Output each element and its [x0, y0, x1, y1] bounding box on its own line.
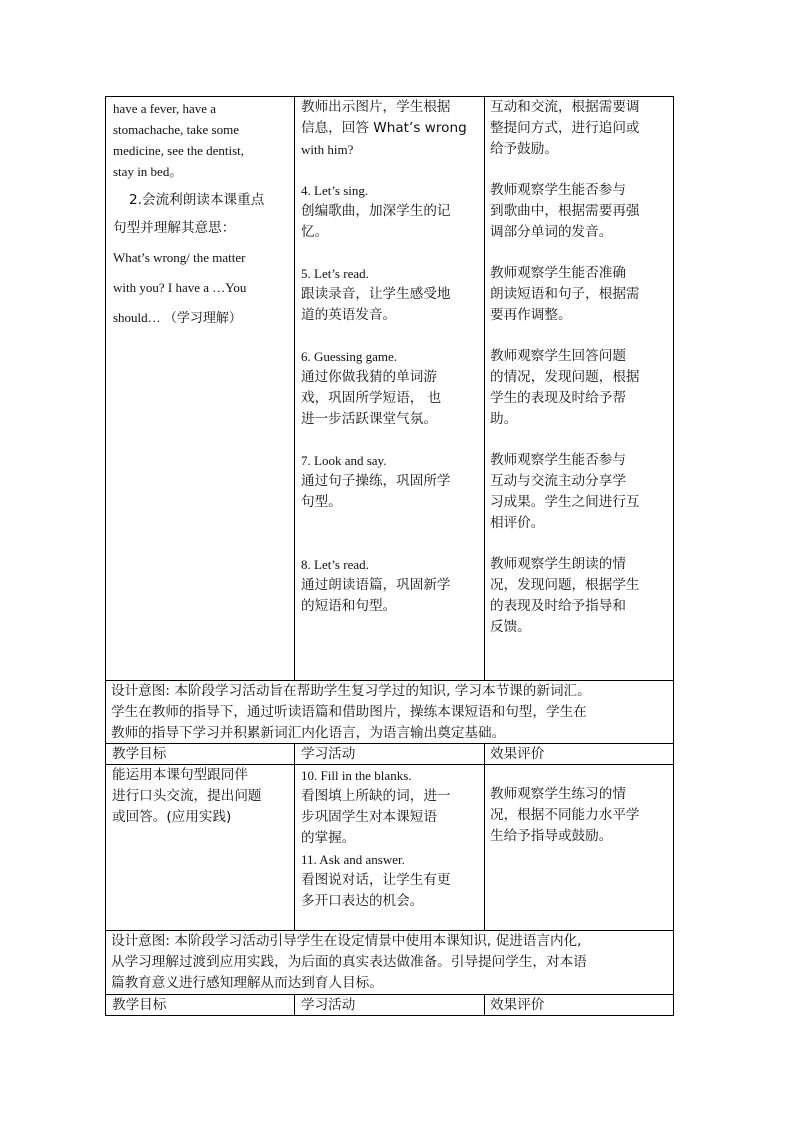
header-evaluation: 效果评价	[490, 997, 545, 1013]
goal-line: have a fever, have a	[113, 101, 217, 116]
design-note-line: 篇教育意义进行感知理解从而达到育人目标。	[111, 975, 383, 991]
activity-line: 看图说对话，让学生有更	[301, 872, 451, 888]
evaluation-line: 教师观察学生能否准确	[490, 265, 626, 281]
column-divider	[294, 994, 295, 1016]
activity-block	[301, 765, 481, 912]
table-right-border	[673, 96, 674, 1016]
evaluation-line: 反馈。	[490, 619, 531, 635]
design-note-line: 从学习理解过渡到应用实践，为后面的真实表达做准备。引导提问学生，对本语	[111, 954, 587, 970]
header-goal: 教学目标	[112, 746, 167, 762]
header-evaluation: 效果评价	[490, 746, 545, 762]
row-divider	[105, 994, 674, 995]
evaluation-line: 给予鼓励。	[490, 141, 558, 157]
activity-block	[301, 346, 481, 430]
evaluation-line: 调部分单词的发音。	[490, 224, 613, 240]
activity-line: 的掌握。	[301, 830, 356, 846]
activity-line: 通过你做我猜的单词游	[301, 369, 437, 385]
goal-line: medicine, see the dentist,	[113, 143, 245, 158]
goal-line: 进行口头交流，提出问题	[112, 788, 262, 804]
design-intent-note	[111, 681, 671, 744]
evaluation-line: 习成果。学生之间进行互	[490, 494, 640, 510]
activity-line: 忆。	[301, 224, 329, 240]
activity-title: 7. Look and say.	[301, 453, 387, 468]
evaluation-line: 教师观察学生朗读的情	[490, 556, 626, 572]
design-note-line: 教师的指导下学习并积累新词汇内化语言，为语言输出奠定基础。	[111, 725, 506, 741]
activity-line: 信息，回答 What’s wrong	[301, 120, 467, 136]
table-left-border	[105, 96, 106, 1016]
table-bottom-border	[105, 1015, 674, 1016]
design-intent-note	[111, 931, 671, 994]
evaluation-line: 到歌曲中，根据需要再强	[490, 203, 640, 219]
evaluation-line: 互动与交流主动分享学	[490, 473, 626, 489]
column-divider	[294, 96, 295, 681]
goal-line: What’s wrong/ the matter	[113, 250, 246, 265]
evaluation-line: 教师观察学生能否参与	[490, 182, 626, 198]
evaluation-line: 互动和交流，根据需要调	[490, 99, 640, 115]
evaluation-block	[490, 97, 670, 160]
design-note-line: 设计意图: 本阶段学习活动旨在帮助学生复习学过的知识, 学习本节课的新词汇。	[111, 683, 591, 699]
evaluation-line: 整提问方式，进行追问或	[490, 120, 640, 136]
activity-block	[301, 450, 481, 513]
evaluation-block	[490, 263, 670, 326]
evaluation-block	[490, 450, 670, 534]
evaluation-line: 的表现及时给予指导和	[490, 598, 626, 614]
activity-block	[301, 97, 481, 160]
activity-line: 教师出示图片，学生根据	[301, 99, 451, 115]
header-activity: 学习活动	[301, 997, 356, 1013]
evaluation-block	[490, 180, 670, 243]
evaluation-line: 况，发现问题，根据学生	[490, 577, 640, 593]
activity-block	[301, 263, 481, 326]
evaluation-line: 教师观察学生练习的情	[490, 786, 626, 802]
activity-title: 6. Guessing game.	[301, 349, 398, 364]
activity-line: 多开口表达的机会。	[301, 893, 424, 909]
evaluation-line: 学生的表现及时给予帮	[490, 390, 626, 406]
activity-title: 8. Let’s read.	[301, 557, 369, 572]
evaluation-line: 相评价。	[490, 515, 545, 531]
goal-line: 句型并理解其意思：	[113, 220, 236, 236]
activity-line: 创编歌曲，加深学生的记	[301, 203, 451, 219]
evaluation-line: 况，根据不同能力水平学	[490, 807, 640, 823]
goal-cell	[113, 98, 291, 333]
evaluation-block	[490, 554, 670, 638]
goal-line: should… （学习理解）	[113, 310, 242, 325]
evaluation-block	[490, 784, 670, 847]
evaluation-line: 教师观察学生能否参与	[490, 452, 626, 468]
header-activity: 学习活动	[301, 746, 356, 762]
activity-line: 道的英语发音。	[301, 307, 397, 323]
activity-title: 11. Ask and answer.	[301, 852, 405, 867]
goal-cell	[112, 765, 292, 828]
evaluation-line: 生给予指导或鼓励。	[490, 828, 613, 844]
evaluation-block	[490, 346, 670, 430]
evaluation-line: 助。	[490, 411, 518, 427]
goal-line: stomachache, take some	[113, 122, 239, 137]
activity-block	[301, 180, 481, 243]
activity-line: 的短语和句型。	[301, 598, 397, 614]
activity-line: 看图填上所缺的词，进一	[301, 788, 451, 804]
evaluation-line: 教师观察学生回答问题	[490, 348, 626, 364]
column-divider	[294, 743, 295, 931]
goal-line: 能运用本课句型跟同伴	[112, 767, 248, 783]
evaluation-line: 要再作调整。	[490, 307, 572, 323]
activity-title: 10. Fill in the blanks.	[301, 768, 412, 783]
activity-line: 戏，巩固所学短语， 也	[301, 390, 442, 406]
column-divider	[484, 994, 485, 1016]
activity-line: with him?	[301, 142, 354, 157]
goal-line: stay in bed。	[113, 164, 183, 179]
evaluation-line: 朗读短语和句子，根据需	[490, 286, 640, 302]
activity-line: 句型。	[301, 494, 342, 510]
activity-line: 跟读录音，让学生感受地	[301, 286, 451, 302]
design-note-line: 设计意图: 本阶段学习活动引导学生在设定情景中使用本课知识, 促进语言内化,	[111, 933, 582, 949]
activity-line: 进一步活跃课堂气氛。	[301, 411, 437, 427]
activity-line: 通过朗读语篇，巩固新学	[301, 577, 451, 593]
column-divider	[484, 743, 485, 931]
activity-title: 4. Let’s sing.	[301, 183, 369, 198]
evaluation-line: 的情况，发现问题，根据	[490, 369, 640, 385]
activity-title: 5. Let’s read.	[301, 266, 369, 281]
design-note-line: 学生在教师的指导下，通过听读语篇和借助图片，操练本课短语和句型，学生在	[111, 704, 587, 720]
header-goal: 教学目标	[112, 997, 167, 1013]
activity-line: 步巩固学生对本课短语	[301, 809, 437, 825]
column-divider	[484, 96, 485, 681]
activity-block	[301, 554, 481, 617]
goal-line: 2.会流利朗读本课重点	[129, 192, 265, 208]
goal-line: with you? I have a …You	[113, 280, 247, 295]
activity-line: 通过句子操练，巩固所学	[301, 473, 451, 489]
goal-line: 或回答。(应用实践)	[112, 809, 232, 825]
